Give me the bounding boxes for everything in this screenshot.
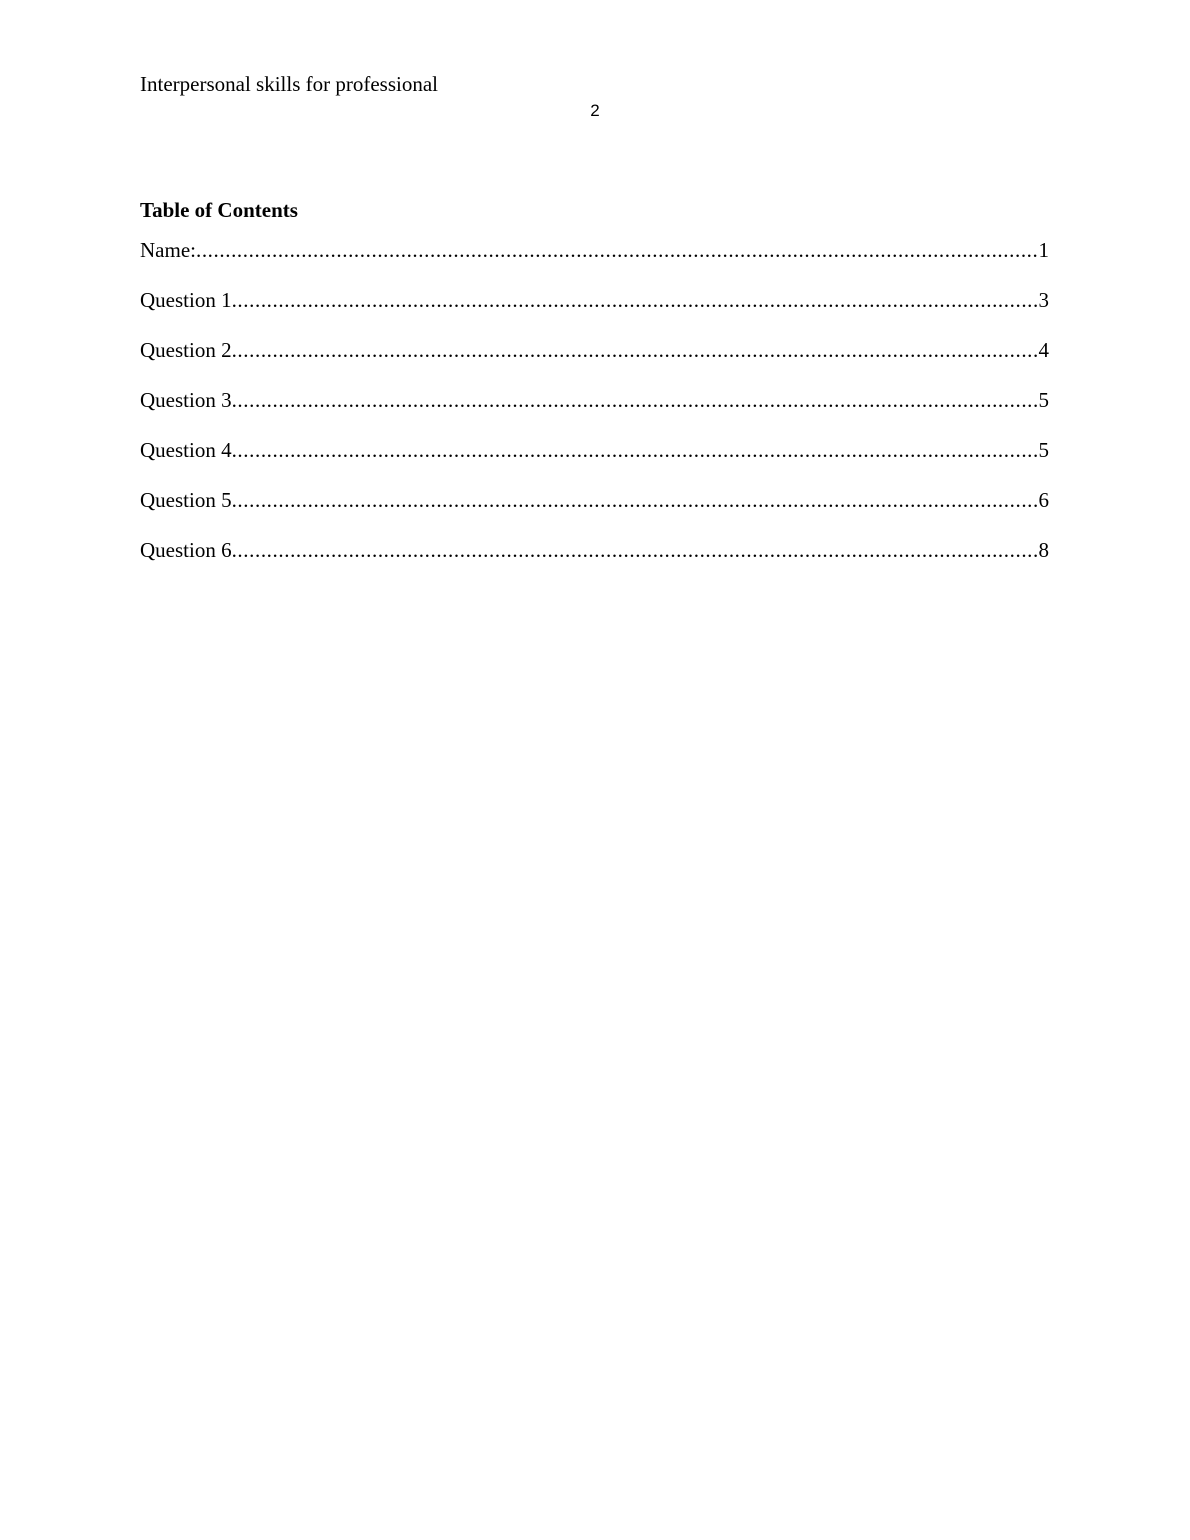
toc-dot-leader [196,236,1039,264]
toc-entry-question-5[interactable] [140,486,1049,536]
toc-entry-label: Question 1 [140,288,232,312]
toc-entry-question-6[interactable] [140,536,1049,586]
toc-dot-leader [232,386,1039,414]
toc-entry-label: Question 4 [140,438,232,462]
toc-entry-page: 6 [1038,488,1049,512]
toc-entry-page: 3 [1038,288,1049,312]
toc-entry-page: 8 [1038,538,1049,562]
toc-dot-leader [232,486,1039,514]
toc-entry-page: 1 [1038,238,1049,262]
toc-entry-question-2[interactable] [140,336,1049,386]
toc-entry-page: 5 [1038,388,1049,412]
toc-entry-label: Question 3 [140,388,232,412]
toc-entry-label: Name: [140,238,196,262]
toc-heading: Table of Contents [140,198,298,222]
toc-entry-question-4[interactable] [140,436,1049,486]
toc-entry-page: 4 [1038,338,1049,362]
page-number: 2 [590,101,600,120]
table-of-contents [140,236,1049,586]
toc-dot-leader [232,536,1039,564]
toc-entry-label: Question 2 [140,338,232,362]
toc-dot-leader [232,286,1039,314]
toc-dot-leader [232,436,1039,464]
toc-entry-label: Question 6 [140,538,232,562]
toc-dot-leader [232,336,1039,364]
toc-entry-question-1[interactable] [140,286,1049,336]
toc-entry-name[interactable] [140,236,1049,286]
running-header-title: Interpersonal skills for professional [140,72,439,96]
toc-entry-page: 5 [1038,438,1049,462]
toc-entry-question-3[interactable] [140,386,1049,436]
toc-entry-label: Question 5 [140,488,232,512]
